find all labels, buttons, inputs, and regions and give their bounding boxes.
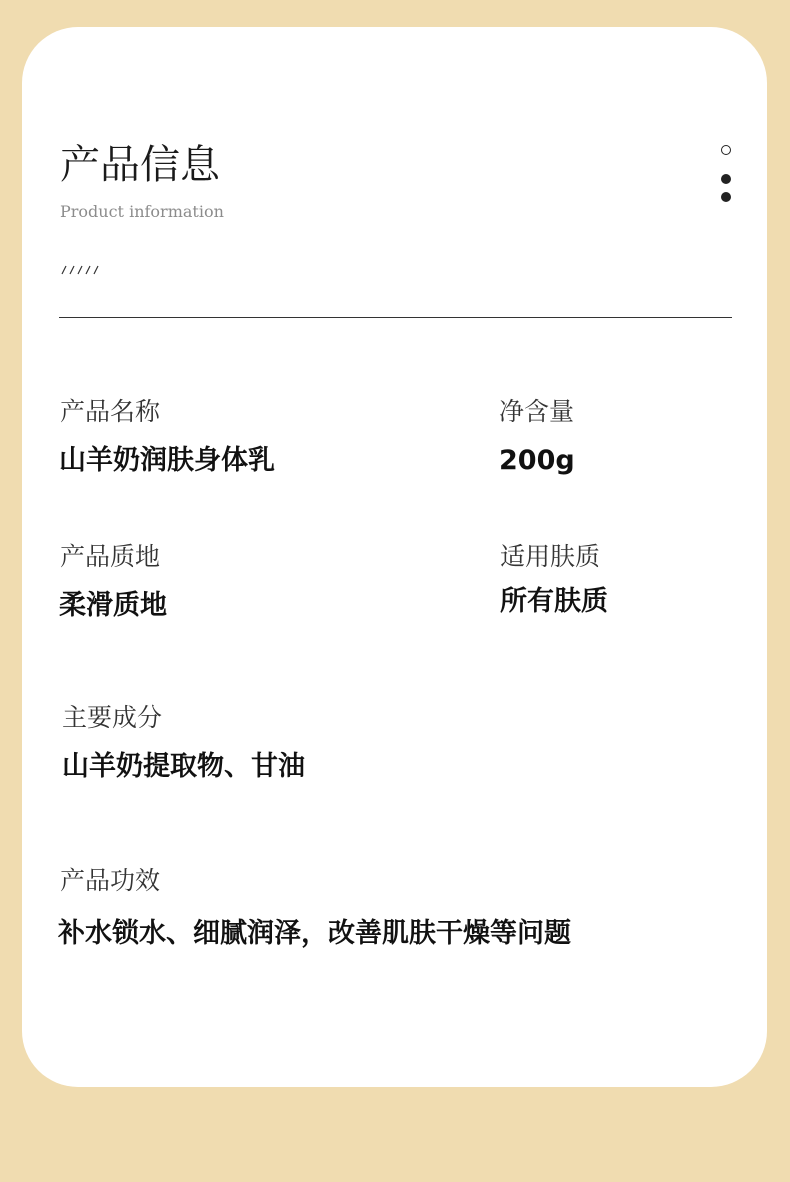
skin-type-value: 所有肤质 [500, 586, 608, 617]
texture-value: 柔滑质地 [59, 590, 167, 621]
efficacy-label: 产品功效 [60, 866, 161, 895]
filled-dot-icon [721, 174, 731, 184]
filled-dot-icon [721, 192, 731, 202]
hollow-dot-icon [721, 145, 731, 155]
info-card [22, 27, 767, 1087]
net-content-value: 200g [499, 445, 575, 476]
ingredients-label: 主要成分 [62, 703, 163, 732]
header-divider [59, 317, 732, 318]
skin-type-label: 适用肤质 [500, 542, 601, 571]
slash-decoration-icon [60, 263, 104, 275]
page-title: 产品信息 [60, 142, 220, 188]
efficacy-value: 补水锁水、细腻润泽，改善肌肤干燥等问题 [58, 918, 571, 949]
net-content-label: 净含量 [499, 397, 575, 426]
ingredients-value: 山羊奶提取物、甘油 [62, 751, 305, 782]
dots-decoration [720, 143, 734, 207]
page-subtitle: Product information [60, 202, 224, 221]
product-name-label: 产品名称 [60, 397, 161, 426]
product-name-value: 山羊奶润肤身体乳 [59, 445, 275, 476]
texture-label: 产品质地 [60, 542, 161, 571]
